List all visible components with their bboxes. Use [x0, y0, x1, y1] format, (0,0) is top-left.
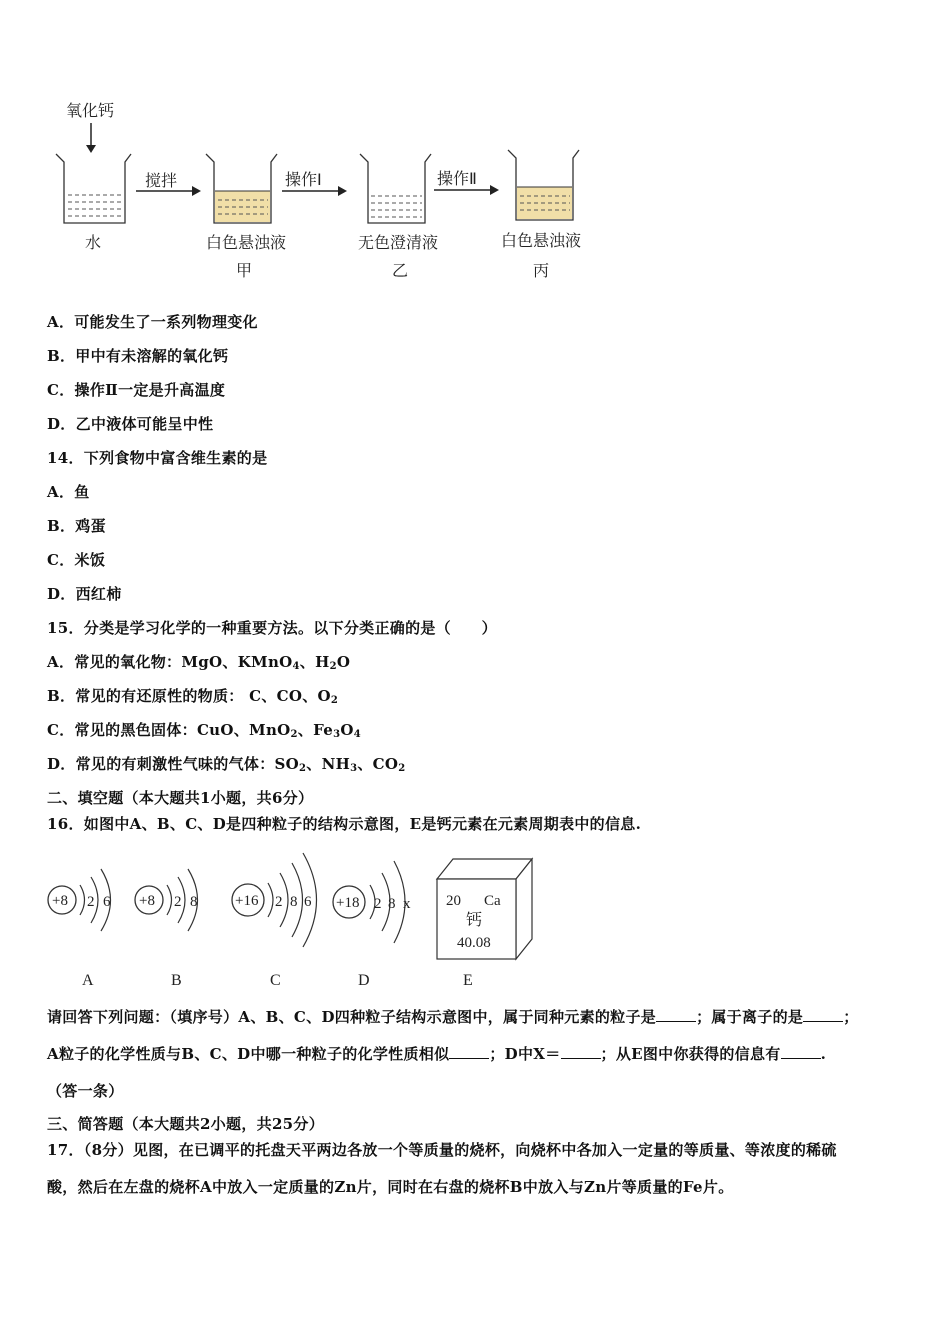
q13-option-d: D．乙中液体可能呈中性: [47, 415, 214, 433]
beaker-jia: [206, 154, 277, 223]
q16-stem: 16．如图中A、B、C、D是四种粒子的结构示意图，E是钙元素在元素周期表中的信息.: [47, 815, 642, 833]
particle-d-letter: D: [358, 972, 370, 989]
element-atomic-mass: 40.08: [457, 935, 491, 951]
svg-text:2: 2: [174, 894, 182, 910]
beaker-2-label: 白色悬浊液: [206, 233, 287, 252]
q16-question-line-3: （答一条）: [47, 1082, 124, 1100]
svg-text:x: x: [403, 896, 411, 912]
step-1-label: 搅拌: [145, 171, 178, 190]
q13-option-c: C．操作Ⅱ一定是升高温度: [47, 381, 226, 399]
element-card-letter: E: [463, 972, 473, 989]
svg-text:2: 2: [87, 894, 95, 910]
step-3-arrowhead: [490, 185, 499, 195]
section-3-heading: 三、简答题（本大题共2小题，共25分）: [47, 1115, 325, 1133]
q15-option-a: A．常见的氧化物：MgO、KMnO$_4$、$H_2O$: [47, 653, 351, 672]
beaker-3-label: 无色澄清液: [358, 233, 439, 252]
beaker-3-sublabel: 乙: [392, 261, 409, 280]
q17-line-2: 酸，然后在左盘的烧杯A中放入一定质量的Zn片，同时在右盘的烧杯B中放入与Zn片等质量的Fe片。: [47, 1178, 734, 1196]
step-2-label: 操作Ⅰ: [285, 170, 322, 189]
q16-question-line-2: A粒子的化学性质与B、C、D中哪一种粒子的化学性质相似 ；D中X＝ ；从E图中你获得的信息有 .: [47, 1045, 827, 1063]
svg-text:8: 8: [190, 894, 198, 910]
beaker-bing: [508, 150, 579, 220]
particle-b: [135, 869, 198, 931]
q14-option-a: A．鱼: [47, 483, 90, 501]
particle-a-letter: A: [82, 972, 94, 989]
q14-option-d: D．西红柿: [47, 585, 122, 603]
particle-b-letter: B: [171, 972, 182, 989]
svg-text:6: 6: [304, 894, 312, 910]
svg-text:2: 2: [374, 896, 382, 912]
svg-text:8: 8: [290, 894, 298, 910]
answer-blank-ion[interactable]: [803, 1007, 843, 1022]
svg-text:+18: +18: [336, 895, 360, 911]
q16-question-line-1: 请回答下列问题：（填序号）A、B、C、D四种粒子结构示意图中，属于同种元素的粒子是 ；属于离子的是 ；: [47, 1008, 859, 1026]
q15-option-d: D．常见的有刺激性气味的气体：$SO_2$、$NH_3$、$CO_2$: [47, 755, 406, 774]
answer-blank-e-info[interactable]: [781, 1044, 821, 1059]
element-atomic-number: 20: [446, 893, 461, 909]
q15-stem: 15．分类是学习化学的一种重要方法。以下分类正确的是（ ）: [47, 619, 497, 637]
particle-structure-diagrams: [40, 843, 600, 993]
particle-d: [333, 861, 411, 943]
section-2-heading: 二、填空题（本大题共1小题，共6分）: [47, 789, 314, 807]
q15-option-c: C．常见的黑色固体：CuO、MnO$_2$、$Fe_3O_4$: [47, 721, 361, 740]
q14-stem: 14．下列食物中富含维生素的是: [47, 449, 268, 467]
svg-text:+16: +16: [235, 893, 259, 909]
answer-blank-x-value[interactable]: [561, 1044, 601, 1059]
particle-a: [48, 869, 111, 931]
svg-text:+8: +8: [139, 893, 155, 909]
reagent-arrowhead: [86, 145, 96, 153]
element-name: 钙: [466, 910, 483, 929]
reagent-label: 氧化钙: [66, 101, 115, 120]
svg-text:8: 8: [388, 896, 396, 912]
beaker-water: [56, 154, 131, 223]
q15-option-b: B．常见的有还原性的物质： C、CO、$O_2$: [47, 687, 339, 706]
answer-blank-similar-particle[interactable]: [449, 1044, 489, 1059]
svg-text:6: 6: [103, 894, 111, 910]
beaker-4-sublabel: 丙: [533, 261, 550, 280]
svg-text:+8: +8: [52, 893, 68, 909]
beaker-4-label: 白色悬浊液: [501, 231, 582, 250]
q14-option-b: B．鸡蛋: [47, 517, 106, 535]
step-2-arrowhead: [338, 186, 347, 196]
svg-text:2: 2: [275, 894, 283, 910]
element-symbol: Ca: [484, 893, 501, 909]
q13-option-b: B．甲中有未溶解的氧化钙: [47, 347, 229, 365]
q13-option-a: A．可能发生了一系列物理变化: [47, 313, 258, 331]
step-1-arrowhead: [192, 186, 201, 196]
q17-line-1: 17．（8分）见图，在已调平的托盘天平两边各放一个等质量的烧杯，向烧杯中各加入一定量的等质量、等浓度的稀硫: [47, 1141, 837, 1159]
element-card-calcium: [437, 859, 532, 959]
experiment-flow-diagram: [30, 90, 650, 290]
beaker-2-sublabel: 甲: [236, 261, 253, 280]
step-3-label: 操作Ⅱ: [437, 169, 477, 188]
q14-option-c: C．米饭: [47, 551, 106, 569]
particle-c: [232, 853, 317, 947]
beaker-yi: [360, 154, 431, 223]
particle-c-letter: C: [270, 972, 281, 989]
beaker-1-label: 水: [85, 233, 102, 252]
answer-blank-same-element[interactable]: [656, 1007, 696, 1022]
